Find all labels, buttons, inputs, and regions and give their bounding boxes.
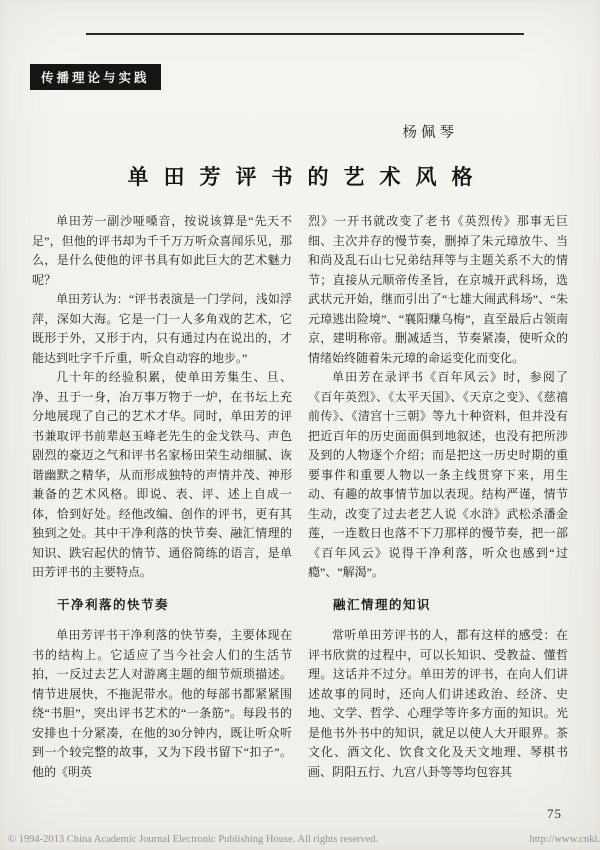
paragraph: 单田芳一副沙哑嗓音，按说该算是“先天不足”，但他的评书却为千千万万听众喜闻乐见，那么，是什么使他的评书具有如此巨大的艺术魅力呢？	[32, 214, 292, 287]
paragraph: 单田芳在录评书《百年风云》时，参阅了《百年英烈》、《太平天国》、《天京之变》、《慈禧前传》、《清宫十三朝》等九十种资料，但并没有把近百年的历史面面俱到地叙述，也没有把所涉及到的人物逐个介绍；而是把这一历史时期的重要事件和重要人物以一条主线贯穿下来，用生动、有趣的故事情节加以表现。结构严谨，情节生动，改变了过去老艺人说《水浒》武松杀潘金莲，一连数日也落不下刀那样的慢节奏，把一部《百年风云》说得干净利落，听众也感到“过瘾”、“解渴”。	[308, 370, 568, 579]
left-column	[32, 212, 292, 782]
footer	[8, 834, 600, 845]
paragraph: 几十年的经验积累，使单田芳集生、旦、净、丑于一身，冶万事万物于一炉，在书坛上充分地展现了自己的艺术才华。同时，单田芳的评书兼取评书前辈赵玉峰老先生的金戈铁马、声色剧烈的豪迈之气和评书名家杨田荣生动细腻、诙谐幽默之精华，从而形成独特的声情并茂、神形兼备的艺术风格。即说、表、评、述上自成一体，恰到好处。经他改编、创作的评书，更有其独到之处。其中干净利落的快节奏、融汇情理的知识、跌宕起伏的情节、通俗简练的语言，是单田芳评书的主要特点。	[32, 370, 292, 579]
paragraph: 常听单田芳评书的人，都有这样的感受：在评书欣赏的过程中，可以长知识、受教益、懂哲理。这话并不过分。单田芳的评书，在向人们讲述故事的同时，还向人们讲述政治、经济、史地、文学、哲学、心理学等许多方面的知识。光是他书外书中的知识，就足以使人大开眼界。茶文化、酒文化、饮食文化及天文地理、琴棋书画、阴阳五行、九宫八卦等等均包容其	[308, 628, 568, 779]
footer-url: http://www.cnki.	[529, 834, 600, 845]
right-column	[308, 212, 568, 782]
category-label: 传播理论与实践	[30, 64, 161, 90]
paragraph: 单田芳评书干净利落的快节奏，主要体现在书的结构上。它适应了当今社会人们的生活节拍，一反过去艺人对游离主题的细节烦琐描述。情节进展快，不拖泥带水。他的每部书都紧紧围绕“书胆”，突出评书艺术的“一条筋”。每段书的安排也十分紧凑，在他的30分钟内，既让听众听到一个较完整的故事，又为下段书留下“扣子”。他的《明英	[32, 628, 292, 779]
footer-copyright: © 1994-2013 China Academic Journal Electronic Publishing House. All rights reserved.	[8, 834, 379, 845]
section-heading-fast-tempo: 干净利落的快节奏	[57, 597, 170, 612]
paragraph: 单田芳认为：“评书表演是一门学问，浅如浮萍，深如大海。它是一门一人多角戏的艺术，它既形于外，又形于内，只有通过内在说出的，才能达到吐字千斤重，听众自动容的地步。”	[32, 292, 292, 365]
paragraph: 烈》一开书就改变了老书《英烈传》那事无巨细、主次并存的慢节奏，删掉了朱元璋放牛、当和尚及乱石山七兄弟结拜等与主题关系不大的情节；直接从元顺帝传圣旨，在京城开武科场，选武状元开始，继而引出了“七雄大闹武科场”、“朱元璋逃出险境”、“襄阳赚乌梅”，直至最后占领南京，建明称帝。删减适当，节奏紧凑，使听众的情绪始终随着朱元璋的命运变化而变化。	[308, 214, 568, 365]
section-heading-knowledge: 融汇情理的知识	[333, 597, 432, 612]
page-number: 75	[547, 806, 562, 821]
header-rule	[86, 33, 524, 35]
article-title: 单田芳评书的艺术风格	[127, 165, 488, 189]
article-body	[32, 212, 568, 782]
author-name: 杨佩琴	[402, 125, 458, 141]
